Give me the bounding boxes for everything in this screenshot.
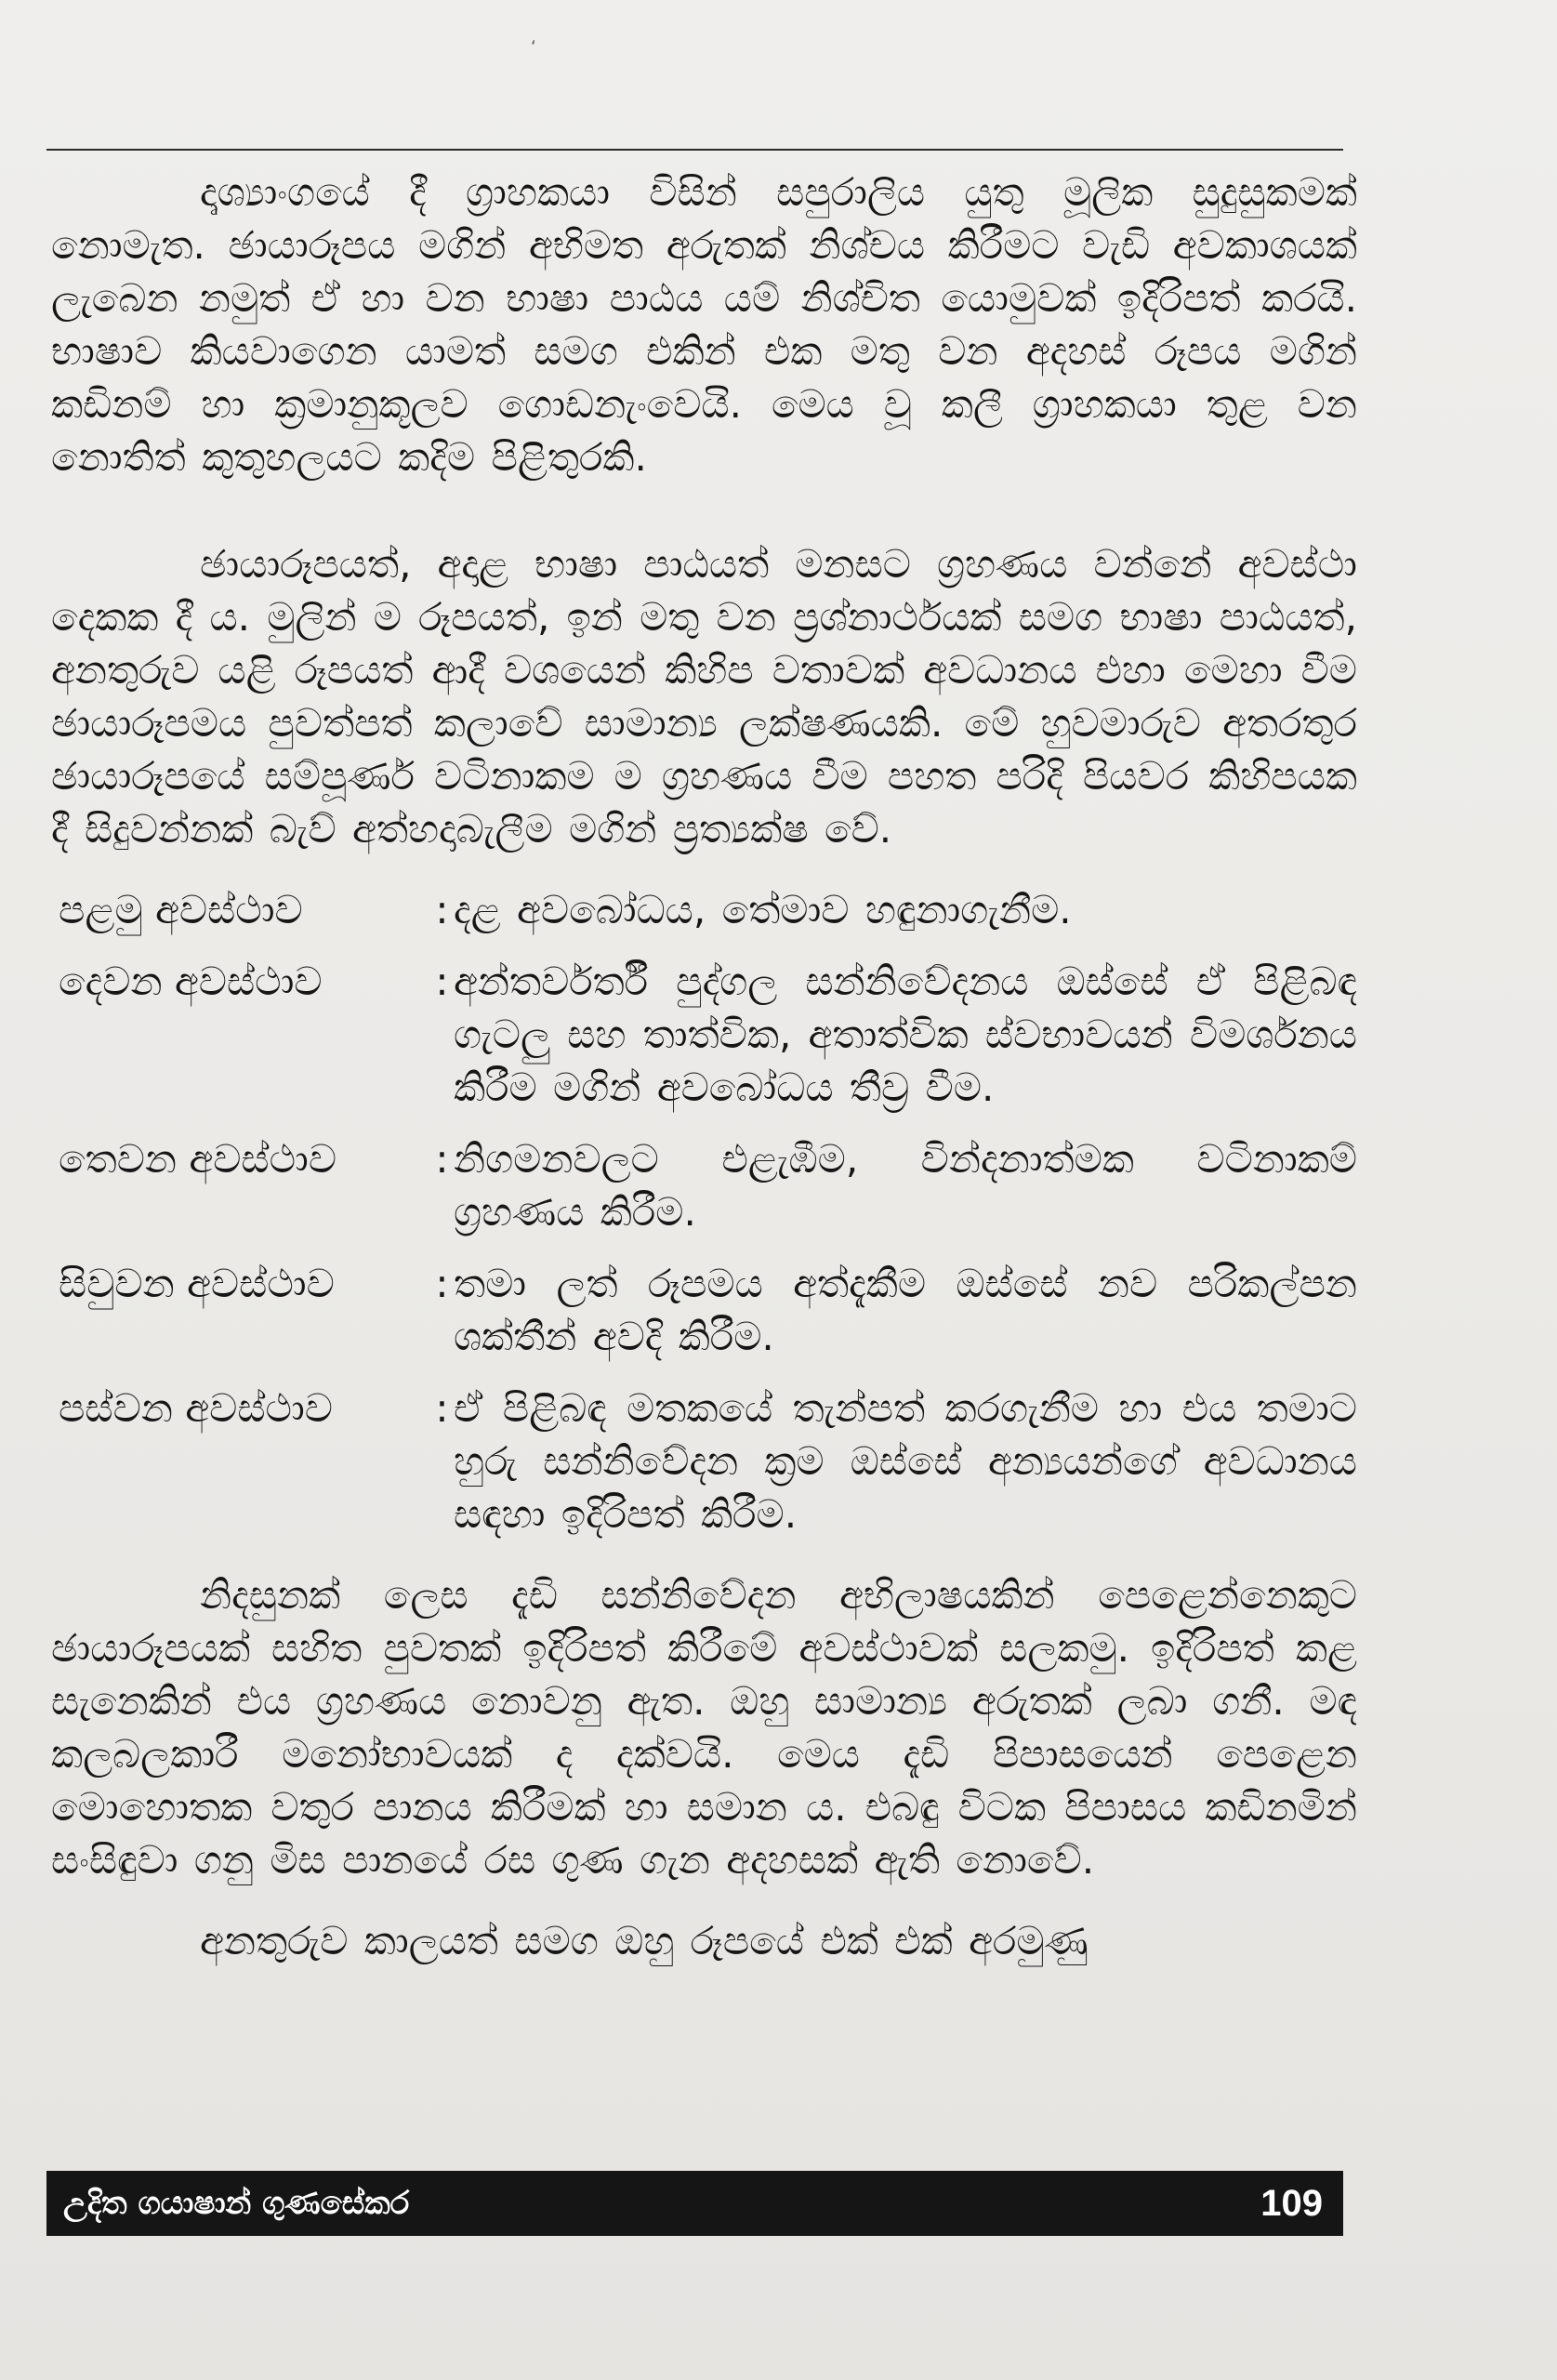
paragraph-1: දෘශ්‍යාංගයේ දී ග්‍රාහකයා විසින් සපුරාලිය යුතු මූලික සුදුසුකමක් නොමැත. ඡායාරූපය මගින් අභිමත අරුතක් නිශ්චය කිරීමට වැඩි අවකාශයක් ලැබෙන නමුත් ඒ හා වන භාෂා පාඨය යම් නිශ්චිත යොමුවක් ඉදිරිපත් කරයි. භාෂාව කියවාගෙන යාමත් සමග එකින් එක මතු වන අදහස් රූපය මගින් කඩිනම් හා ක්‍රමානුකූලව ගොඩනැංවෙයි. මෙය වූ කලී ග්‍රාහකයා තුළ වන නොතිත් කුතුහලයට කදිම පිළිතුරකි.: [51, 169, 1357, 480]
author-name: උදිත ගයාෂාන් ගුණසේකර: [63, 2185, 410, 2222]
stage-label: සිවුවන අවස්ථාව: [59, 1261, 335, 1306]
stage-item: [51, 1132, 1357, 1238]
paragraph-3: නිදසුනක් ලෙස දැඩි සන්නිවේදන අභිලාෂයකින් පෙළෙන්නෙකුට ඡායාරූපයක් සහිත පුවතක් ඉදිරිපත් කිරීමේ අවස්ථාවක් සලකමු. ඉදිරිපත් කළ සැනෙකින් එය ග්‍රහණය නොවනු ඇත. ඔහු සාමාන්‍ය අරුතක් ලබා ගනී. මඳ කලබලකාරී මනෝභාවයක් ද දක්වයි. මෙය දැඩි පිපාසයෙන් පෙළෙන මොහොතක වතුර පානය කිරීමක් හා සමාන ය. එබඳු විටක පිපාසය කඩිනමින් සංසිඳුවා ගනු මිස පානයේ රස ගුණ ගැන අදහසක් ඇති නොවේ.: [51, 1572, 1357, 1883]
stage-item: [51, 883, 1357, 936]
stage-colon: :: [435, 1385, 449, 1431]
stage-label: පස්වන අවස්ථාව: [59, 1385, 334, 1431]
stage-item: [51, 1257, 1357, 1363]
page-body: [51, 165, 1357, 1967]
stage-label: පළමු අවස්ථාව: [59, 887, 303, 932]
stage-label: දෙවන අවස්ථාව: [59, 959, 323, 1004]
stage-colon: :: [435, 1136, 449, 1182]
stage-description: අන්තර්වර්තී පුද්ගල සන්නිවේදනය ඔස්සේ ඒ පිළිබඳ ගැටලු සහ තාත්වික, අතාත්වික ස්වභාවයන් විමර්ශනය කිරීම මගින් අවබෝධය තීව්‍ර වීම.: [454, 959, 1357, 1110]
stage-colon: :: [435, 1261, 449, 1306]
stage-colon: :: [435, 887, 449, 932]
stage-description: තමා ලත් රූපමය අත්දැකීම ඔස්සේ නව පරිකල්පන ශක්තීන් අවදි කිරීම.: [454, 1261, 1357, 1359]
footer-bar: [46, 2171, 1343, 2236]
stage-description: නිගමනවලට එළැඹීම, වින්දනාත්මක වටිනාකම් ග්‍රහණය කිරීම.: [454, 1136, 1357, 1235]
stages-list: [51, 883, 1357, 1540]
stage-item: [51, 955, 1357, 1114]
stage-item: [51, 1382, 1357, 1540]
stage-description: දළ අවබෝධය, තේමාව හඳුනාගැනීම.: [454, 887, 1072, 932]
page-number: 109: [1260, 2182, 1323, 2224]
stage-colon: :: [435, 959, 449, 1004]
paragraph-4: අනතුරුව කාලයත් සමග ඔහු රූපයේ එක් එක් අරමුණු: [200, 1918, 1089, 1964]
stray-mark: ʻ: [531, 37, 536, 57]
stage-label: තෙවන අවස්ථාව: [59, 1136, 337, 1182]
stage-description: ඒ පිළිබඳ මතකයේ තැන්පත් කරගැනීම හා එය තමාට හුරු සන්නිවේදන ක්‍රම ඔස්සේ අන්‍යයන්ගේ අවධානය සඳහා ඉදිරිපත් කිරීම.: [454, 1385, 1357, 1537]
header-rule: [46, 149, 1343, 151]
paragraph-2: ඡායාරූපයත්, අදාළ භාෂා පාඨයත් මනසට ග්‍රහණය වන්නේ අවස්ථා දෙකක දී ය. මුලින් ම රූපයත්, ඉන් මතු වන ප්‍රශ්නාර්ථයක් සමග භාෂා පාඨයත්, අනතුරුව යළි රූපයත් ආදී වශයෙන් කිහිප වතාවක් අවධානය එහා මෙහා වීම ඡායාරූපමය පුවත්පත් කලාවේ සාමාන්‍ය ලක්ෂණයකි. මේ හුවමාරුව අතරතුර ඡායාරූපයේ සම්පූර්ණ වටිනාකම ම ග්‍රහණය වීම පහත පරිදි පියවර කිහිපයක දී සිදුවන්නක් බැව් අත්හදාබැලීම මගින් ප්‍රත්‍යක්ෂ වේ.: [51, 541, 1357, 852]
